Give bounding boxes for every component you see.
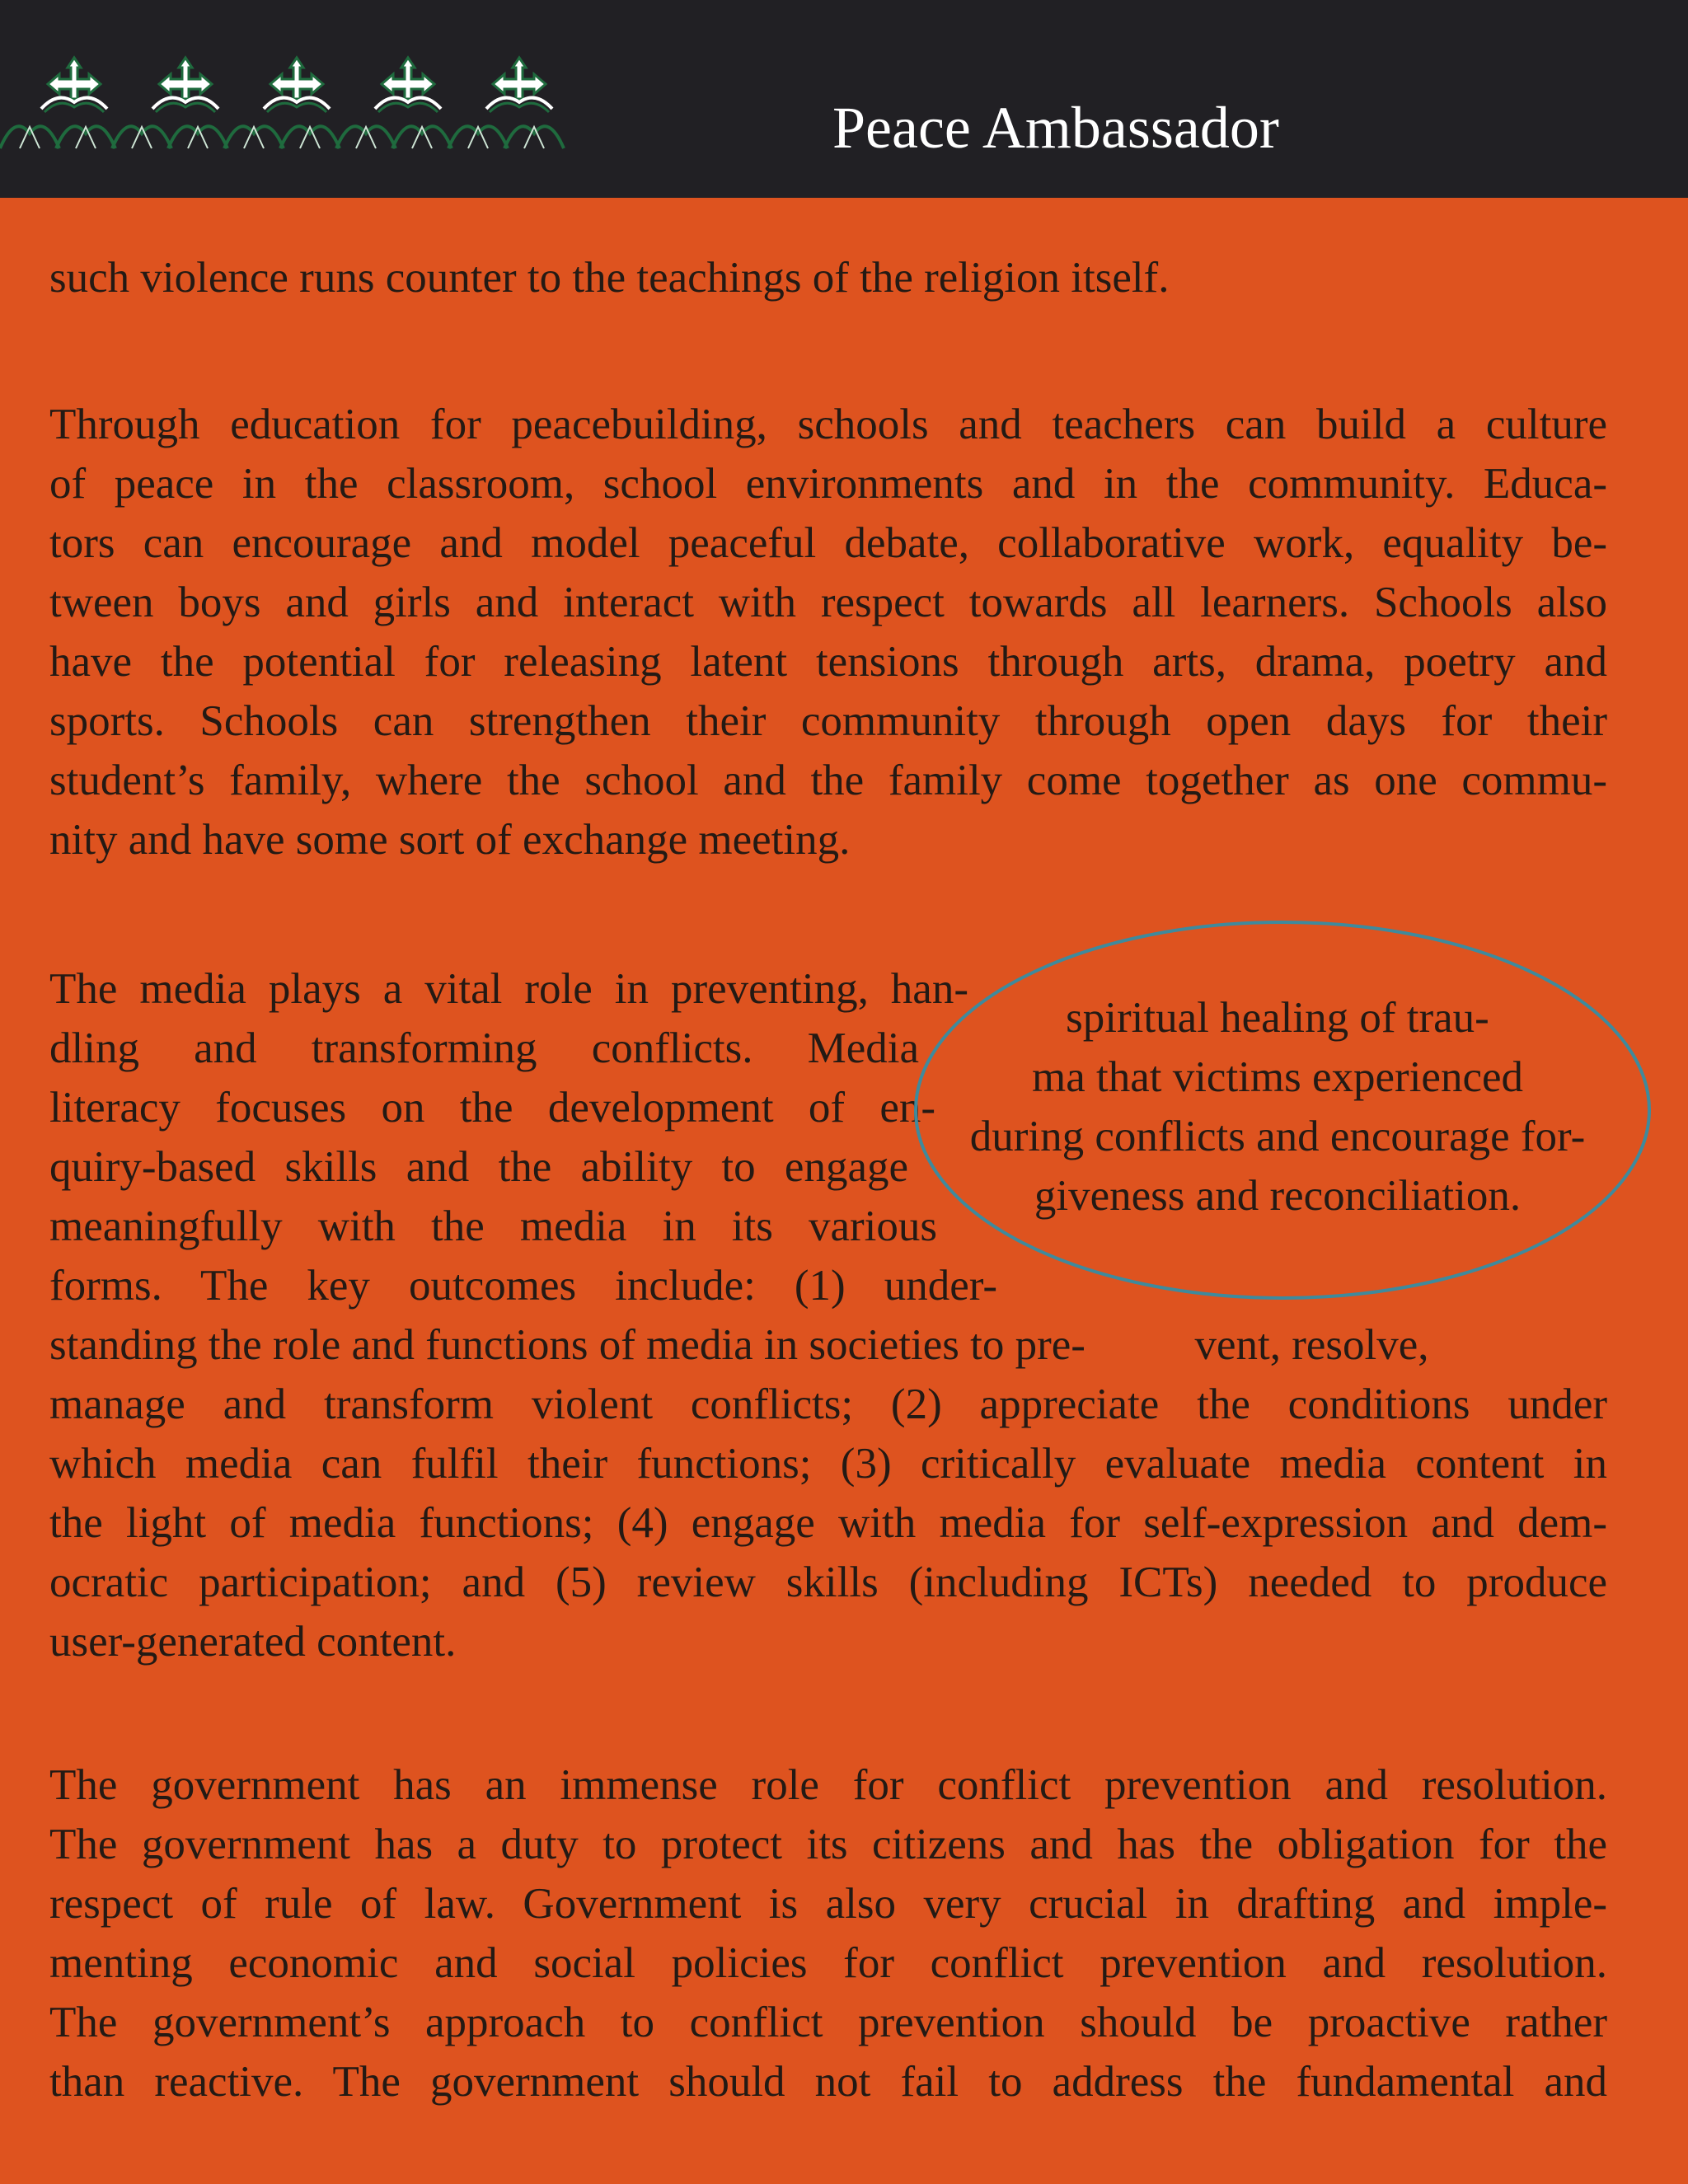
paragraph-education [49, 395, 1607, 869]
text-line: The government’s approach to conflict prevention should be proactive rather [49, 1999, 1607, 2046]
text-line: nity and have some sort of exchange meeting. [49, 816, 851, 864]
paragraph-media-full [49, 1315, 1607, 1671]
text-line: tween boys and girls and interact with respect towards all learners. Schools also [49, 579, 1607, 626]
text-line: ocratic participation; and (5) review skills (including ICTs) needed to produce [49, 1558, 1607, 1606]
text-line: manage and transform violent conflicts; (2) appreciate the conditions under [49, 1380, 1607, 1428]
text-line: The government has an immense role for conflict prevention and resolution. [49, 1761, 1607, 1809]
text-line: user-generated content. [49, 1618, 457, 1666]
text-line: dling and transforming conflicts. Media [49, 1024, 919, 1072]
text-line: The media plays a vital role in preventing, han- [49, 965, 968, 1013]
text-line: menting economic and social policies for conflict prevention and resolution. [49, 1939, 1607, 1987]
arabesque-border-ornament-icon [0, 51, 602, 152]
text-line: such violence runs counter to the teachings of the religion itself. [49, 254, 1170, 302]
text-line: meaningfully with the media in its various [49, 1202, 937, 1250]
paragraph-government [49, 1755, 1607, 2111]
text-line: quiry-based skills and the ability to engage [49, 1143, 908, 1191]
text-line: than reactive. The government should not fail to address the fundamental and [49, 2058, 1607, 2106]
text-line: The government has a duty to protect its citizens and has the obligation for the [49, 1821, 1607, 1868]
pull-quote-line: during conflicts and encourage for- [969, 1113, 1586, 1160]
text-line: forms. The key outcomes include: (1) under- [49, 1262, 997, 1310]
pull-quote-line: ma that victims experienced [1031, 1053, 1524, 1101]
page-title: Peace Ambassador [832, 95, 1279, 161]
page-header [0, 0, 1688, 198]
text-line: respect of rule of law. Government is also very crucial in drafting and imple- [49, 1880, 1607, 1928]
pull-quote [923, 988, 1632, 1226]
text-line: student’s family, where the school and the family come together as one commu- [49, 757, 1607, 804]
text-line: which media can fulfil their functions; (3) critically evaluate media content in [49, 1440, 1607, 1488]
text-line: tors can encourage and model peaceful debate, collaborative work, equality be- [49, 519, 1607, 567]
text-line: the light of media functions; (4) engage with media for self-expression and dem- [49, 1499, 1607, 1547]
text-line: have the potential for releasing latent tensions through arts, drama, poetry and [49, 638, 1607, 686]
pull-quote-line: giveness and reconciliation. [1034, 1172, 1522, 1220]
paragraph-media-wrapped [49, 959, 997, 1315]
text-line: Through education for peacebuilding, schools and teachers can build a culture [49, 401, 1607, 448]
text-line: of peace in the classroom, school environments and in the community. Educa- [49, 460, 1607, 508]
paragraph-religion [49, 248, 1169, 307]
pull-quote-line: spiritual healing of trau- [1066, 994, 1489, 1042]
text-line: standing the role and functions of media in societies to pre- vent, resolve, [49, 1321, 1429, 1369]
text-line: sports. Schools can strengthen their community through open days for their [49, 697, 1607, 745]
text-line: literacy focuses on the development of en- [49, 1084, 935, 1132]
